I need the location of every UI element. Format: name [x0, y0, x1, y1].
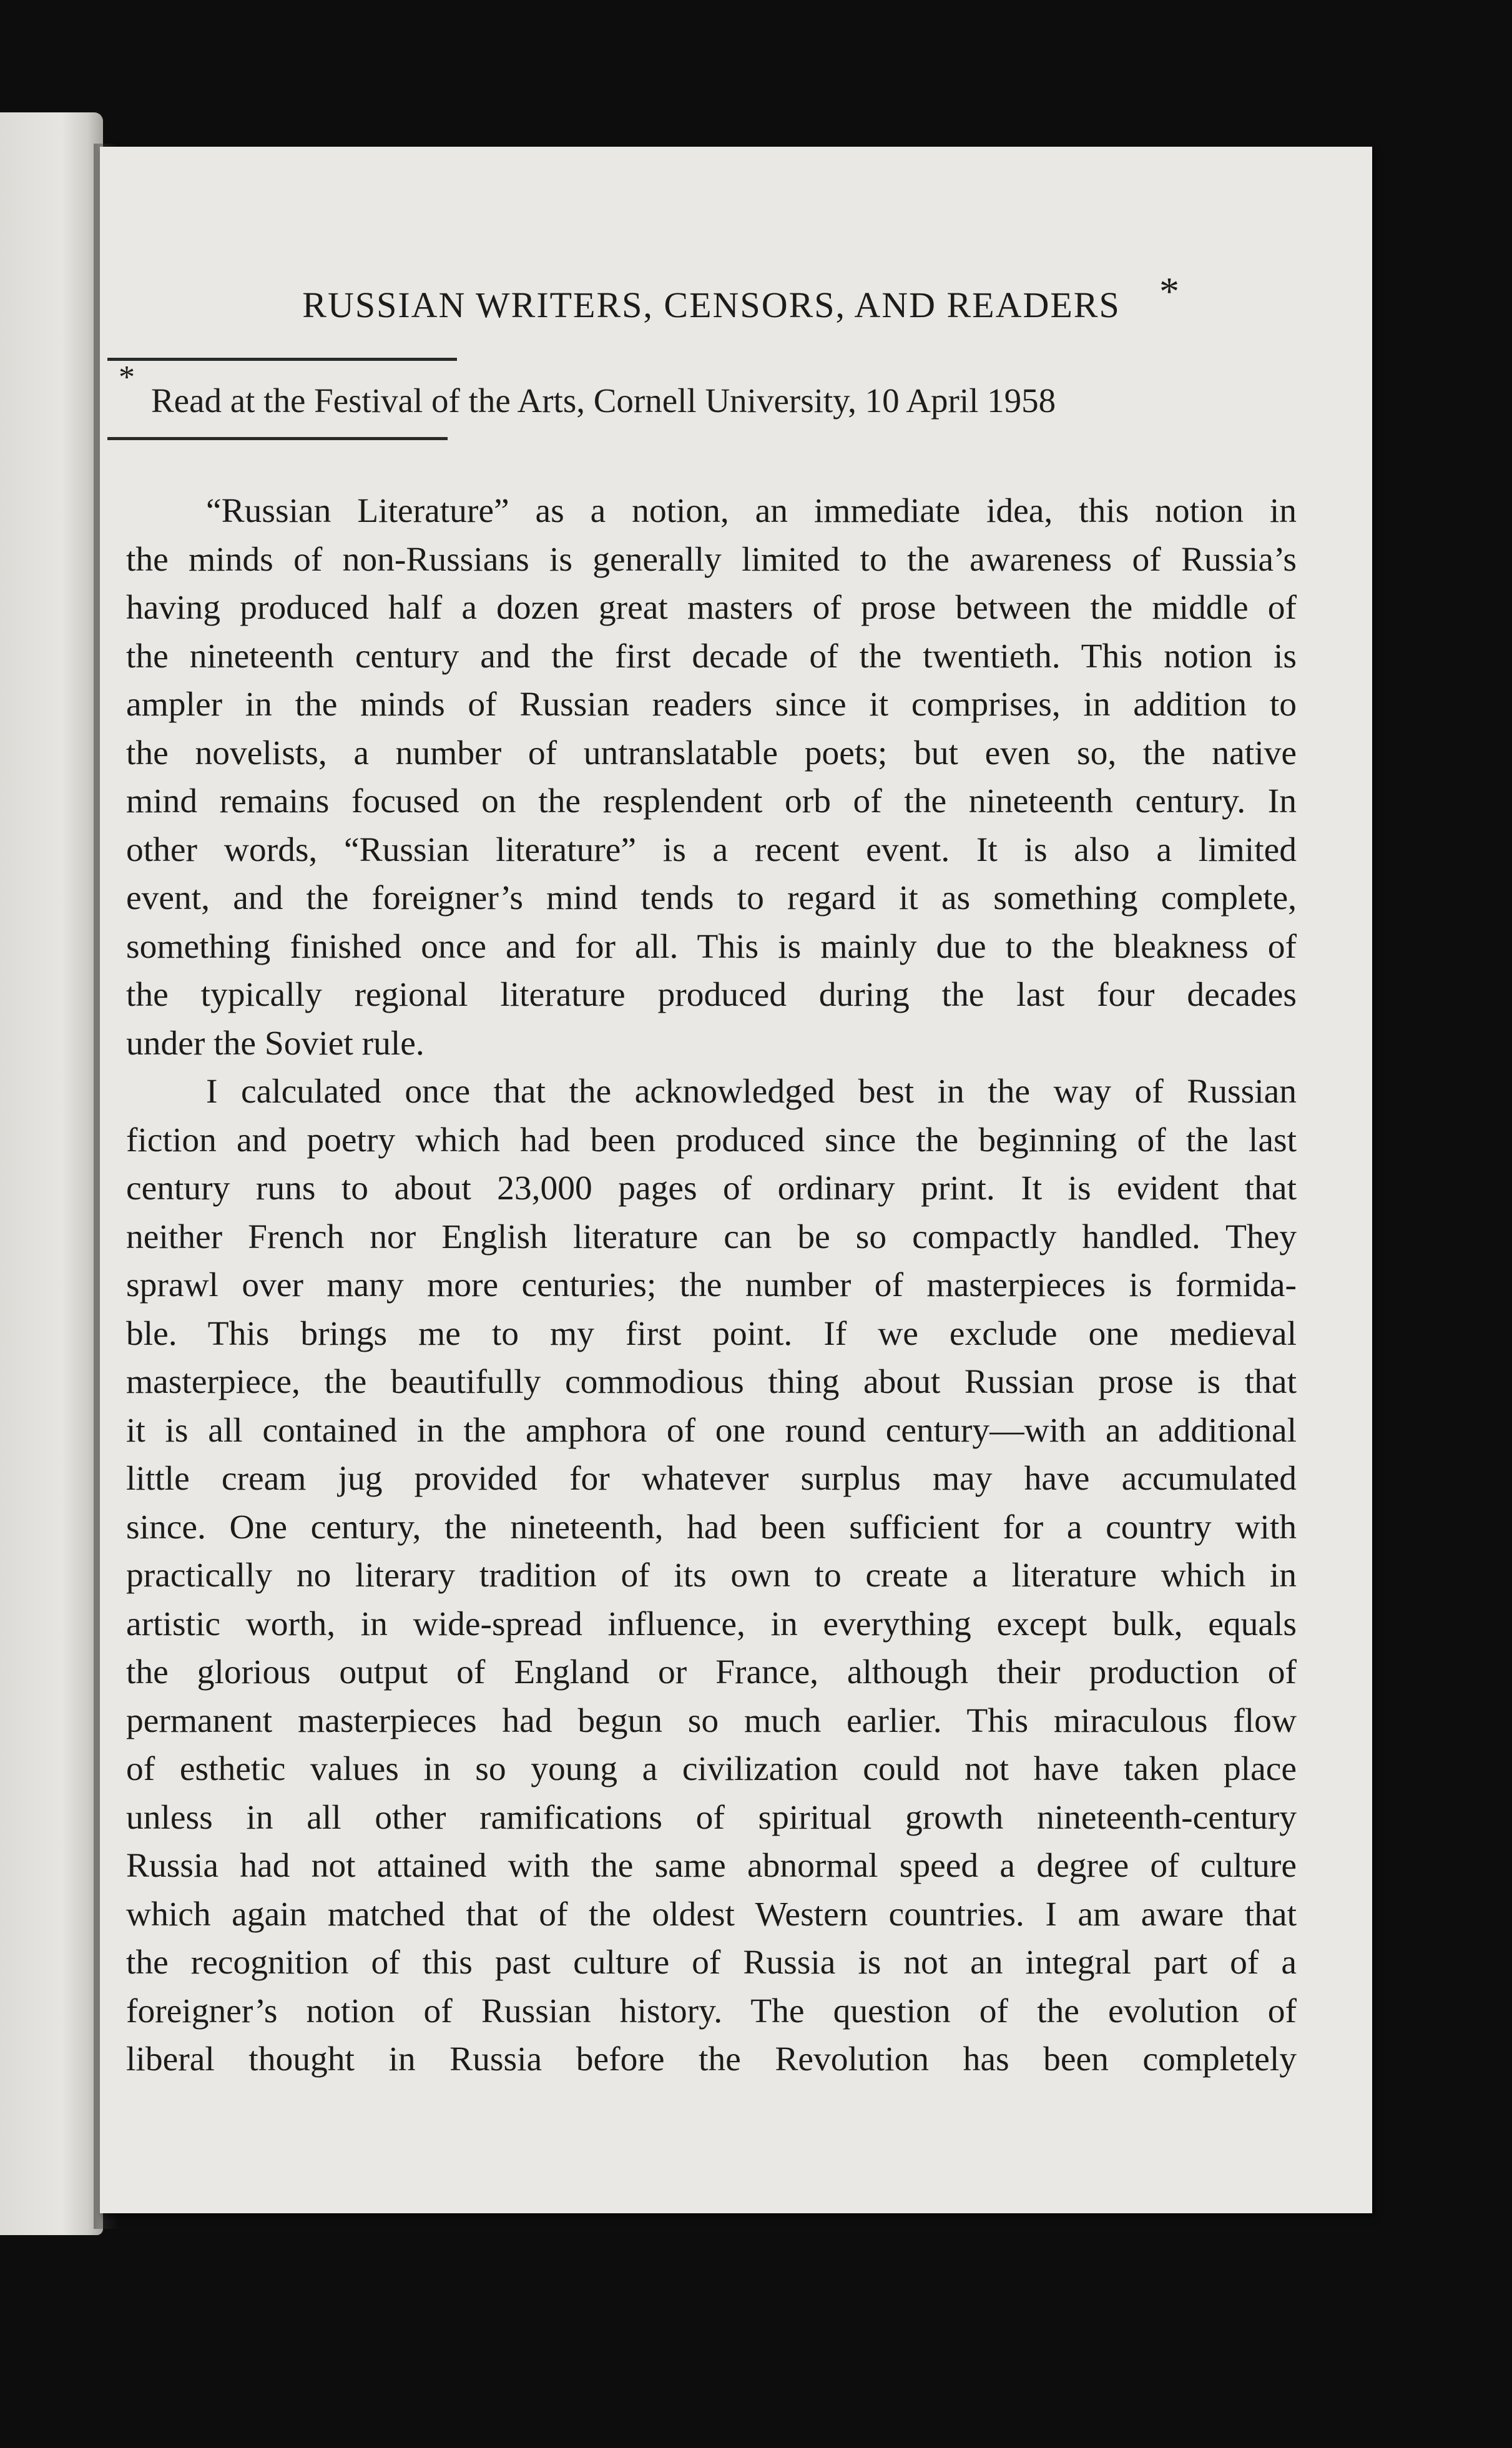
text-line: the novelists, a number of untranslatable poets; but even so, the native — [126, 734, 1297, 772]
text-line: ampler in the minds of Russian readers since it comprises, in addition to — [126, 686, 1297, 724]
text-line: artistic worth, in wide-spread influence, in everything except bulk, equals — [126, 1605, 1297, 1643]
title-footnote-marker: * — [1159, 269, 1179, 313]
text-line: the glorious output of England or France, although their production of — [126, 1653, 1297, 1691]
facing-page-edge — [0, 112, 103, 2235]
text-line: masterpiece, the beautifully commodious thing about Russian prose is that — [126, 1363, 1297, 1401]
text-line: something finished once and for all. This is mainly due to the bleakness of — [126, 927, 1297, 966]
text-line: mind remains focused on the resplendent orb of the nineteenth century. In — [126, 782, 1297, 820]
text-line: under the Soviet rule. — [126, 1024, 425, 1063]
text-line: unless in all other ramifications of spiritual growth nineteenth-century — [126, 1798, 1297, 1837]
footnote-marker: * — [119, 360, 135, 395]
text-line: the nineteenth century and the first decade of the twentieth. This notion is — [126, 637, 1297, 676]
page-content — [119, 147, 1297, 2213]
text-line: which again matched that of the oldest Western countries. I am aware that — [126, 1895, 1297, 1934]
text-line: permanent masterpieces had begun so much earlier. This miraculous flow — [126, 1701, 1297, 1740]
text-line: “Russian Literature” as a notion, an immediate idea, this notion in — [206, 492, 1297, 530]
footnote-text: Read at the Festival of the Arts, Cornell University, 10 April 1958 — [151, 381, 1056, 420]
text-line: Russia had not attained with the same abnormal speed a degree of culture — [126, 1847, 1297, 1885]
text-line: century runs to about 23,000 pages of ordinary print. It is evident that — [126, 1169, 1297, 1207]
text-line: event, and the foreigner’s mind tends to regard it as something complete, — [126, 879, 1297, 917]
text-line: little cream jug provided for whatever surplus may have accumulated — [126, 1460, 1297, 1498]
text-line: since. One century, the nineteenth, had been sufficient for a country with — [126, 1508, 1297, 1546]
text-line: fiction and poetry which had been produced since the beginning of the last — [126, 1121, 1297, 1159]
text-line: neither French nor English literature can be so compactly handled. They — [126, 1217, 1297, 1256]
footnote-rule-bottom — [107, 437, 448, 440]
text-line: the minds of non-Russians is generally limited to the awareness of Russia’s — [126, 540, 1297, 579]
text-line: sprawl over many more centuries; the number of masterpieces is formida- — [126, 1266, 1297, 1304]
text-line: other words, “Russian literature” is a recent event. It is also a limited — [126, 830, 1297, 869]
text-line: of esthetic values in so young a civilization could not have taken place — [126, 1750, 1297, 1788]
text-line: having produced half a dozen great masters of prose between the middle of — [126, 589, 1297, 627]
paragraph — [126, 1068, 1297, 2084]
text-line: I calculated once that the acknowledged best in the way of Russian — [206, 1073, 1297, 1111]
text-line: liberal thought in Russia before the Revolution has been completely — [126, 2040, 1297, 2078]
text-line: it is all contained in the amphora of one round century—with an additional — [126, 1411, 1297, 1450]
text-line: ble. This brings me to my first point. If we exclude one medieval — [126, 1314, 1297, 1353]
text-line: the typically regional literature produced during the last four decades — [126, 976, 1297, 1014]
essay-body — [126, 487, 1297, 2084]
book-page — [100, 147, 1372, 2213]
paragraph — [126, 487, 1297, 1068]
essay-title: RUSSIAN WRITERS, CENSORS, AND READERS — [302, 285, 1121, 325]
text-line: the recognition of this past culture of Russia is not an integral part of a — [126, 1944, 1297, 1982]
text-line: practically no literary tradition of its own to create a literature which in — [126, 1556, 1297, 1595]
text-line: foreigner’s notion of Russian history. The question of the evolution of — [126, 1992, 1297, 2030]
footnote-rule-top — [107, 358, 457, 361]
